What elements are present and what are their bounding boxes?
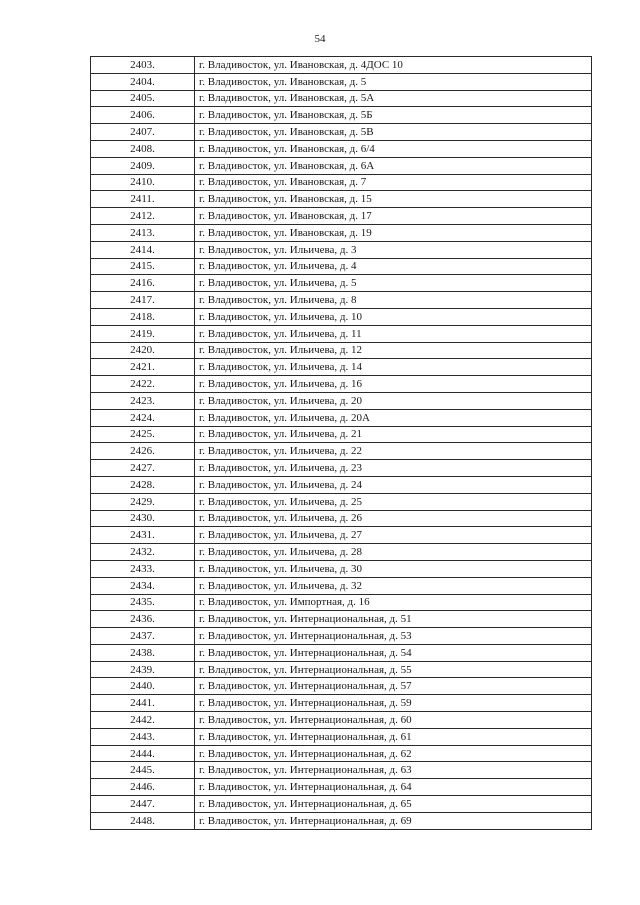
table-row (91, 510, 592, 527)
row-number: 2414. (91, 241, 195, 258)
table-row (91, 140, 592, 157)
row-number: 2428. (91, 476, 195, 493)
table-row (91, 107, 592, 124)
row-address: г. Владивосток, ул. Ильичева, д. 27 (195, 527, 592, 544)
row-number: 2443. (91, 728, 195, 745)
table-row (91, 224, 592, 241)
table-row (91, 409, 592, 426)
page-number: 54 (314, 33, 326, 45)
table-row (91, 73, 592, 90)
row-address: г. Владивосток, ул. Ильичева, д. 23 (195, 460, 592, 477)
row-address: г. Владивосток, ул. Ильичева, д. 8 (195, 292, 592, 309)
table-row (91, 292, 592, 309)
row-number: 2441. (91, 695, 195, 712)
row-address: г. Владивосток, ул. Ильичева, д. 3 (195, 241, 592, 258)
row-number: 2447. (91, 796, 195, 813)
row-number: 2410. (91, 174, 195, 191)
table-row (91, 359, 592, 376)
row-address: г. Владивосток, ул. Ивановская, д. 4ДОС 10 (195, 57, 592, 74)
row-number: 2411. (91, 191, 195, 208)
row-number: 2415. (91, 258, 195, 275)
row-address: г. Владивосток, ул. Интернациональная, д. 64 (195, 779, 592, 796)
table-row (91, 577, 592, 594)
address-table (90, 56, 592, 830)
row-address: г. Владивосток, ул. Интернациональная, д. 53 (195, 628, 592, 645)
row-address: г. Владивосток, ул. Интернациональная, д. 65 (195, 796, 592, 813)
row-address: г. Владивосток, ул. Ильичева, д. 26 (195, 510, 592, 527)
row-number: 2439. (91, 661, 195, 678)
table-row (91, 476, 592, 493)
table-row (91, 560, 592, 577)
row-address: г. Владивосток, ул. Ивановская, д. 19 (195, 224, 592, 241)
row-address: г. Владивосток, ул. Интернациональная, д. 69 (195, 812, 592, 829)
row-number: 2406. (91, 107, 195, 124)
table-row (91, 678, 592, 695)
row-address: г. Владивосток, ул. Интернациональная, д. 59 (195, 695, 592, 712)
row-address: г. Владивосток, ул. Ивановская, д. 7 (195, 174, 592, 191)
row-number: 2440. (91, 678, 195, 695)
table-row (91, 275, 592, 292)
table-row (91, 493, 592, 510)
row-number: 2417. (91, 292, 195, 309)
row-number: 2421. (91, 359, 195, 376)
row-address: г. Владивосток, ул. Ильичева, д. 20А (195, 409, 592, 426)
table-row (91, 812, 592, 829)
table-row (91, 628, 592, 645)
table-row (91, 796, 592, 813)
row-number: 2423. (91, 392, 195, 409)
row-address: г. Владивосток, ул. Ивановская, д. 6/4 (195, 140, 592, 157)
row-address: г. Владивосток, ул. Ильичева, д. 4 (195, 258, 592, 275)
row-number: 2448. (91, 812, 195, 829)
row-address: г. Владивосток, ул. Ильичева, д. 22 (195, 443, 592, 460)
table-row (91, 342, 592, 359)
table-row (91, 90, 592, 107)
table-row (91, 779, 592, 796)
row-number: 2432. (91, 544, 195, 561)
row-number: 2412. (91, 208, 195, 225)
table-row (91, 308, 592, 325)
row-number: 2404. (91, 73, 195, 90)
row-address: г. Владивосток, ул. Ильичева, д. 14 (195, 359, 592, 376)
row-address: г. Владивосток, ул. Интернациональная, д. 54 (195, 644, 592, 661)
row-address: г. Владивосток, ул. Интернациональная, д. 57 (195, 678, 592, 695)
row-number: 2431. (91, 527, 195, 544)
row-address: г. Владивосток, ул. Ивановская, д. 6А (195, 157, 592, 174)
table-row (91, 527, 592, 544)
row-address: г. Владивосток, ул. Ивановская, д. 15 (195, 191, 592, 208)
row-address: г. Владивосток, ул. Интернациональная, д. 60 (195, 712, 592, 729)
row-address: г. Владивосток, ул. Ильичева, д. 10 (195, 308, 592, 325)
table-row (91, 57, 592, 74)
table-row (91, 695, 592, 712)
row-address: г. Владивосток, ул. Ивановская, д. 5А (195, 90, 592, 107)
table-row (91, 443, 592, 460)
row-address: г. Владивосток, ул. Ильичева, д. 28 (195, 544, 592, 561)
table-row (91, 762, 592, 779)
row-number: 2429. (91, 493, 195, 510)
row-address: г. Владивосток, ул. Ивановская, д. 17 (195, 208, 592, 225)
row-number: 2433. (91, 560, 195, 577)
row-number: 2420. (91, 342, 195, 359)
row-address: г. Владивосток, ул. Ильичева, д. 21 (195, 426, 592, 443)
table-row (91, 712, 592, 729)
table-row (91, 745, 592, 762)
table-row (91, 124, 592, 141)
row-address: г. Владивосток, ул. Ильичева, д. 32 (195, 577, 592, 594)
row-number: 2416. (91, 275, 195, 292)
table-row (91, 644, 592, 661)
table-row (91, 594, 592, 611)
table-row (91, 426, 592, 443)
row-number: 2403. (91, 57, 195, 74)
row-number: 2426. (91, 443, 195, 460)
row-address: г. Владивосток, ул. Ильичева, д. 16 (195, 376, 592, 393)
row-number: 2419. (91, 325, 195, 342)
row-number: 2446. (91, 779, 195, 796)
row-address: г. Владивосток, ул. Ильичева, д. 5 (195, 275, 592, 292)
table-row (91, 376, 592, 393)
row-address: г. Владивосток, ул. Интернациональная, д. 51 (195, 611, 592, 628)
table-row (91, 544, 592, 561)
row-address: г. Владивосток, ул. Импортная, д. 16 (195, 594, 592, 611)
row-number: 2408. (91, 140, 195, 157)
table-row (91, 728, 592, 745)
row-address: г. Владивосток, ул. Интернациональная, д. 62 (195, 745, 592, 762)
row-address: г. Владивосток, ул. Интернациональная, д. 63 (195, 762, 592, 779)
row-number: 2405. (91, 90, 195, 107)
row-address: г. Владивосток, ул. Ивановская, д. 5 (195, 73, 592, 90)
row-address: г. Владивосток, ул. Ильичева, д. 11 (195, 325, 592, 342)
row-address: г. Владивосток, ул. Ильичева, д. 20 (195, 392, 592, 409)
row-address: г. Владивосток, ул. Ивановская, д. 5В (195, 124, 592, 141)
table-row (91, 157, 592, 174)
row-number: 2409. (91, 157, 195, 174)
row-number: 2407. (91, 124, 195, 141)
row-number: 2436. (91, 611, 195, 628)
row-number: 2425. (91, 426, 195, 443)
row-number: 2418. (91, 308, 195, 325)
row-address: г. Владивосток, ул. Интернациональная, д. 55 (195, 661, 592, 678)
table-row (91, 460, 592, 477)
table-row (91, 611, 592, 628)
row-number: 2442. (91, 712, 195, 729)
row-number: 2438. (91, 644, 195, 661)
row-number: 2437. (91, 628, 195, 645)
table-row (91, 392, 592, 409)
address-table-body (91, 57, 592, 830)
row-number: 2430. (91, 510, 195, 527)
table-row (91, 325, 592, 342)
row-number: 2424. (91, 409, 195, 426)
row-address: г. Владивосток, ул. Ивановская, д. 5Б (195, 107, 592, 124)
table-row (91, 258, 592, 275)
row-address: г. Владивосток, ул. Ильичева, д. 12 (195, 342, 592, 359)
row-address: г. Владивосток, ул. Интернациональная, д. 61 (195, 728, 592, 745)
row-number: 2422. (91, 376, 195, 393)
row-number: 2427. (91, 460, 195, 477)
table-row (91, 174, 592, 191)
row-address: г. Владивосток, ул. Ильичева, д. 25 (195, 493, 592, 510)
row-number: 2444. (91, 745, 195, 762)
row-address: г. Владивосток, ул. Ильичева, д. 24 (195, 476, 592, 493)
table-row (91, 191, 592, 208)
table-row (91, 208, 592, 225)
row-number: 2445. (91, 762, 195, 779)
table-row (91, 661, 592, 678)
row-number: 2434. (91, 577, 195, 594)
row-number: 2413. (91, 224, 195, 241)
row-address: г. Владивосток, ул. Ильичева, д. 30 (195, 560, 592, 577)
table-row (91, 241, 592, 258)
row-number: 2435. (91, 594, 195, 611)
